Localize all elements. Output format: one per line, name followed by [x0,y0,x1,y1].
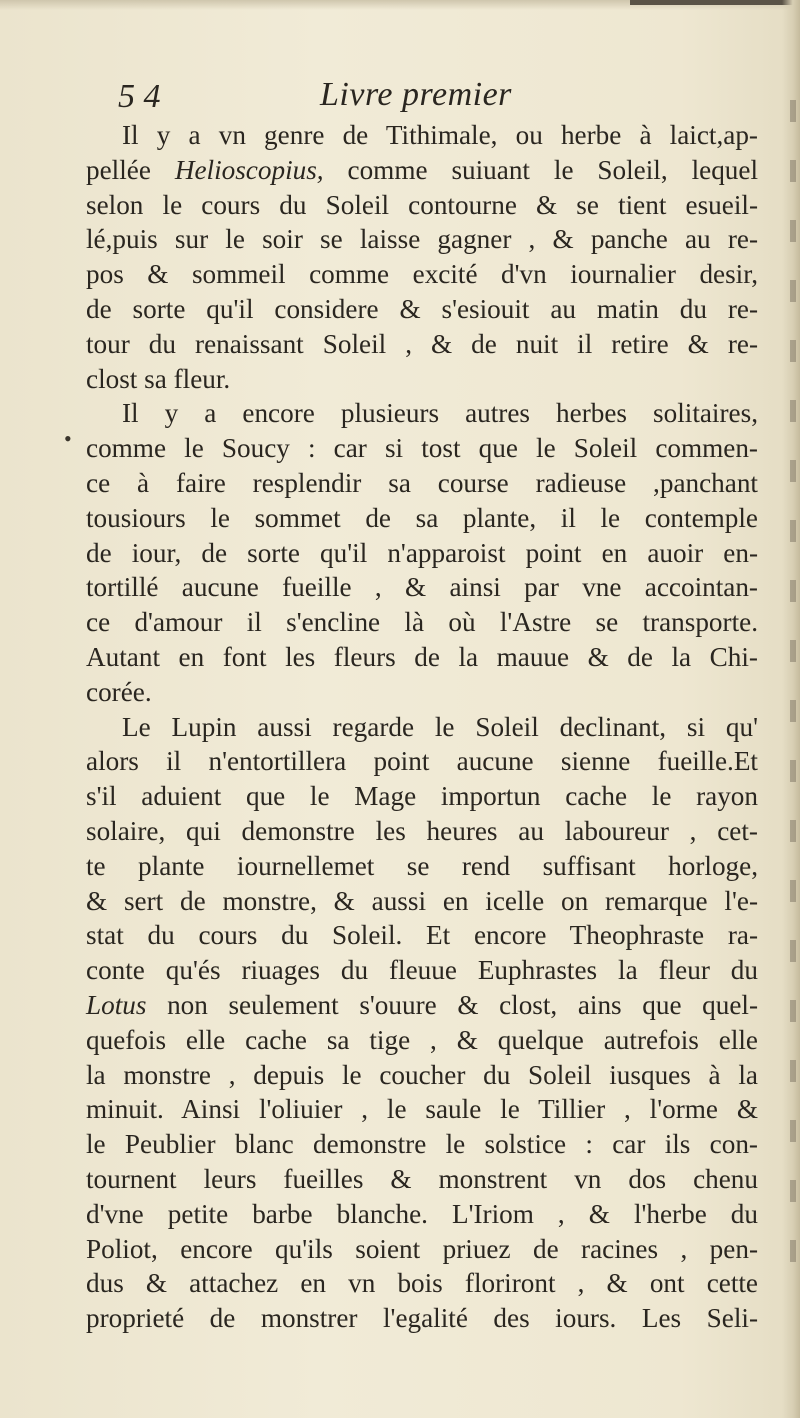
margin-bullet: • [64,426,72,451]
text-line: le Peublier blanc demonstre le solstice : car ils con- [86,1129,758,1160]
text-line: selon le cours du Soleil contourne & se tient esueil- [86,189,758,220]
text-line: tour du renaissant Soleil , & de nuit il retire & re- [86,328,758,359]
page-header [118,76,678,118]
italic-term: Lotus [86,989,147,1020]
text-line: s'il aduient que le Mage importun cache le rayon [86,781,758,812]
text-line: tournent leurs fueilles & monstrent vn dos chenu [86,1163,758,1194]
text-line: corée. [86,676,152,707]
text-line: de sorte qu'il considere & s'esiouit au matin du re- [86,293,758,324]
text-line: Poliot, encore qu'ils soient priuez de racines , pen- [86,1233,758,1264]
text-line: solaire, qui demonstre les heures au laboureur , cet- [86,815,758,846]
text-line: Il y a encore plusieurs autres herbes solitaires, [122,398,758,429]
text-line: ce à faire resplendir sa course radieuse ,panchant [86,467,758,498]
body-text [86,118,758,1336]
text-line: tortillé aucune fueille , & ainsi par vne accointan- [86,572,758,603]
text-line: pos & sommeil comme excité d'vn iournalier desir, [86,259,758,290]
text-line: tousiours le sommet de sa plante, il le contemple [86,502,758,533]
text-line: minuit. Ainsi l'oliuier , le saule le Tillier , l'orme & [86,1094,758,1125]
text-line: stat du cours du Soleil. Et encore Theophraste ra- [86,920,758,951]
italic-term: Helioscopius, [174,154,324,185]
text-segment: non seulement s'ouure & clost, ains que quel- [146,989,758,1020]
text-line: te plante iournellemet se rend suffisant horloge, [86,850,758,881]
text-line: d'vne petite barbe blanche. L'Iriom , & l'herbe du [86,1198,758,1229]
text-line: Le Lupin aussi regarde le Soleil declinant, si qu' [122,711,758,742]
text-line: lé,puis sur le soir se laisse gagner , & panche au re- [86,224,758,255]
text-line: Autant en font les fleurs de la mauue & de la Chi- [86,641,758,672]
text-line: de iour, de sorte qu'il n'apparoist point en auoir en- [86,537,758,568]
text-line [86,153,758,188]
page-edge-marks [790,100,796,1300]
text-line: comme le Soucy : car si tost que le Soleil commen- [86,433,758,464]
text-line: & sert de monstre, & aussi en icelle on remarque l'e- [86,885,758,916]
page-number: 5 4 [118,78,161,115]
text-line [86,988,758,1023]
text-line: dus & attachez en vn bois floriront , & ont cette [86,1268,758,1299]
page-top-edge [0,0,800,10]
text-line: la monstre , depuis le coucher du Soleil iusques à la [86,1059,758,1090]
text-line: Il y a vn genre de Tithimale, ou herbe à laict,ap- [122,120,758,150]
text-segment: comme suiuant le Soleil, lequel [323,154,758,185]
text-segment: pellée [86,154,175,185]
text-line: proprieté de monstrer l'egalité des iours. Les Seli- [86,1303,758,1334]
text-line: conte qu'és riuages du fleuue Euphrastes la fleur du [86,955,758,986]
text-line: quefois elle cache sa tige , & quelque autrefois elle [86,1024,758,1055]
running-title: Livre premier [320,76,512,113]
text-line: clost sa fleur. [86,363,231,394]
text-line: alors il n'entortillera point aucune sienne fueille.Et [86,746,758,777]
text-line: ce d'amour il s'encline là où l'Astre se transporte. [86,607,758,638]
